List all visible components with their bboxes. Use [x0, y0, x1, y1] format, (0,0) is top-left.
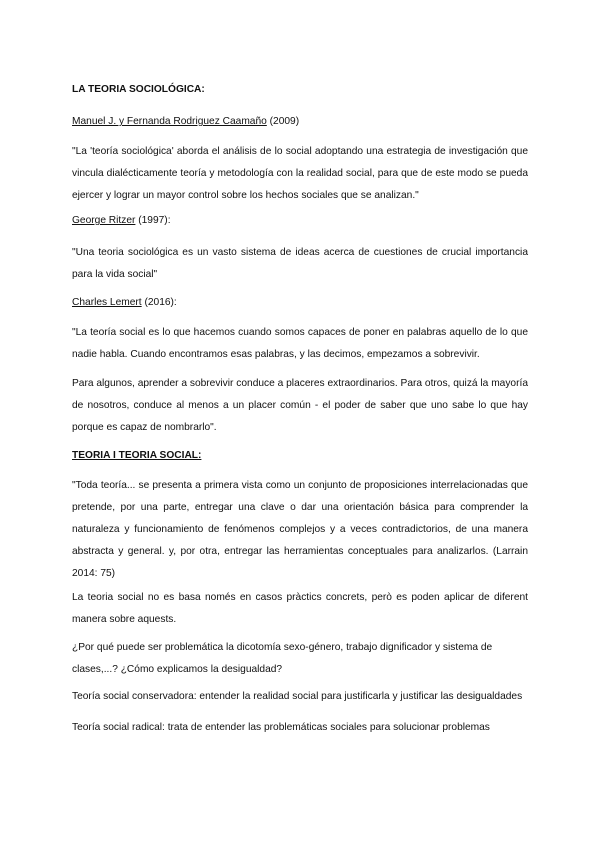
citation-quote-continued: Para algunos, aprender a sobrevivir conduce a placeres extraordinarios. Para otros, quizá la mayoría de nosotros, conduce al menos a un placer común - el poder de saber que uno sabe lo que hay porque es capaz de nombrarlo". — [72, 378, 528, 433]
citation-author-line — [72, 292, 528, 314]
citation-quote: "La teoría social es lo que hacemos cuando somos capaces de poner en palabras aquello de lo que nadie habla. Cuando encontramos esas palabras, y las decimos, empezamos a sobrevivir. — [72, 327, 528, 360]
citation-year: (2009) — [266, 116, 300, 127]
citation-year: (2016): — [141, 297, 177, 308]
paragraph-conservadora: Teoría social conservadora: entender la realidad social para justificarla y justificar las desigualdades — [72, 691, 523, 702]
citation-author: Charles Lemert — [72, 297, 142, 308]
section-heading: TEORIA I TEORIA SOCIAL: — [72, 450, 202, 461]
citation-author: George Ritzer — [72, 215, 136, 226]
paragraph-toda-teoria: "Toda teoría... se presenta a primera vista como un conjunto de proposiciones interrelacionadas que pretende, por una parte, entregar una clave o dar una orientación básica para comprender la naturaleza y funcionamiento de fenómenos complejos y a veces contradictorios, de una manera abstracta y general. y, por otra, entregar las herramientas conceptuales para analizarlos. (Larrain 2014: 75) — [72, 480, 528, 579]
paragraph-catalan: La teoria social no es basa només en casos pràctics concrets, però es poden aplicar de diferent manera sobre aquests. — [72, 592, 528, 625]
citation-quote: "Una teoria sociológica es un vasto sistema de ideas acerca de cuestiones de crucial importancia para la vida social" — [72, 247, 528, 280]
citation-author: Manuel J. y Fernanda Rodriguez Caamaño — [72, 116, 267, 127]
citation-year: (1997): — [135, 215, 171, 226]
citation-author-line — [72, 210, 528, 232]
document-title: LA TEORIA SOCIOLÓGICA: — [72, 84, 205, 95]
paragraph-radical: Teoría social radical: trata de entender las problemáticas sociales para solucionar problemas — [72, 722, 490, 733]
citation-author-line — [72, 111, 528, 133]
citation-quote: "La 'teoría sociológica' aborda el análisis de lo social adoptando una estrategia de investigación que vincula dialécticamente teoría y metodología con la realidad social, para que de este modo se pueda ejercer y lograr un mayor control sobre los hechos sociales que se analizan." — [72, 146, 528, 201]
paragraph-question: ¿Por qué puede ser problemática la dicotomía sexo-género, trabajo dignificador y sistema de clases,...? ¿Cómo explicamos la desigualdad? — [72, 642, 493, 675]
